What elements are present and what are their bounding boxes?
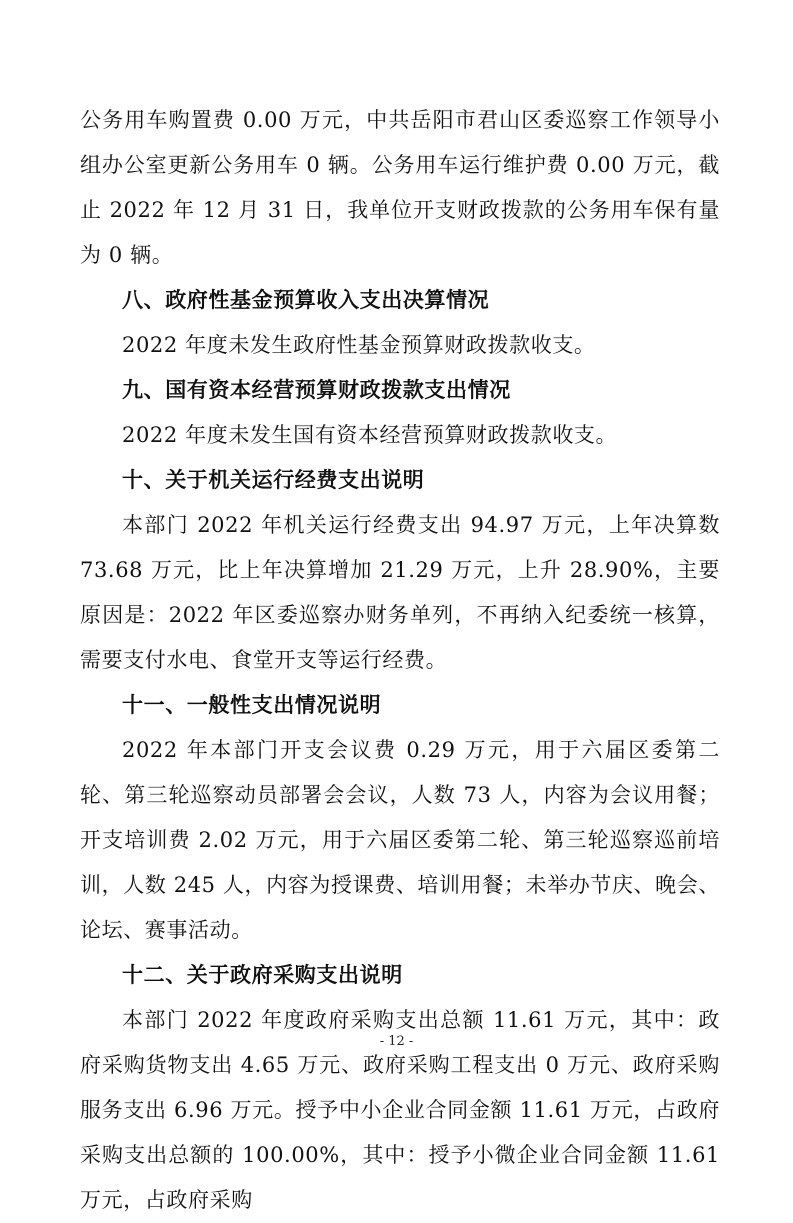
paragraph-section-10: 本部门 2022 年机关运行经费支出 94.97 万元，上年决算数 73.68 万元，比上年决算增加 21.29 万元，上升 28.90%，主要原因是：2022 年区委巡察办财务单列，不再纳入纪委统一核算，需要支付水电、食堂开支等运行经费。 (80, 513, 720, 672)
heading-section-12: 十二、关于政府采购支出说明 (122, 963, 403, 987)
document-page (80, 98, 720, 1223)
heading-section-11: 十一、一般性支出情况说明 (122, 693, 382, 717)
page-number: - 12 - (379, 1034, 414, 1049)
paragraph-section-12: 本部门 2022 年度政府采购支出总额 11.61 万元，其中：政府采购货物支出 4.65 万元、政府采购工程支出 0 万元、政府采购服务支出 6.96 万元。授予中小企业合同金额 11.61 万元，占政府采购支出总额的 100.00%，其中：授予小微企业合同金额 11.61 万元，占政府采购 (80, 1008, 720, 1212)
heading-section-8: 八、政府性基金预算收入支出决算情况 (122, 288, 490, 312)
heading-section-10: 十、关于机关运行经费支出说明 (122, 468, 425, 492)
paragraph-section-8: 2022 年度未发生政府性基金预算财政拨款收支。 (122, 333, 596, 357)
heading-section-9: 九、国有资本经营预算财政拨款支出情况 (122, 378, 511, 402)
paragraph-section-11: 2022 年本部门开支会议费 0.29 万元，用于六届区委第二轮、第三轮巡察动员部署会会议，人数 73 人，内容为会议用餐；开支培训费 2.02 万元，用于六届区委第二轮、第三轮巡察巡前培训，人数 245 人，内容为授课费、培训用餐；未举办节庆、晚会、论坛、赛事活动。 (80, 738, 720, 942)
paragraph-section-9: 2022 年度未发生国有资本经营预算财政拨款收支。 (122, 423, 618, 447)
paragraph-vehicle-costs: 公务用车购置费 0.00 万元，中共岳阳市君山区委巡察工作领导小组办公室更新公务用车 0 辆。公务用车运行维护费 0.00 万元，截止 2022 年 12 月 31 日，我单位开支财政拨款的公务用车保有量为 0 辆。 (80, 108, 720, 267)
